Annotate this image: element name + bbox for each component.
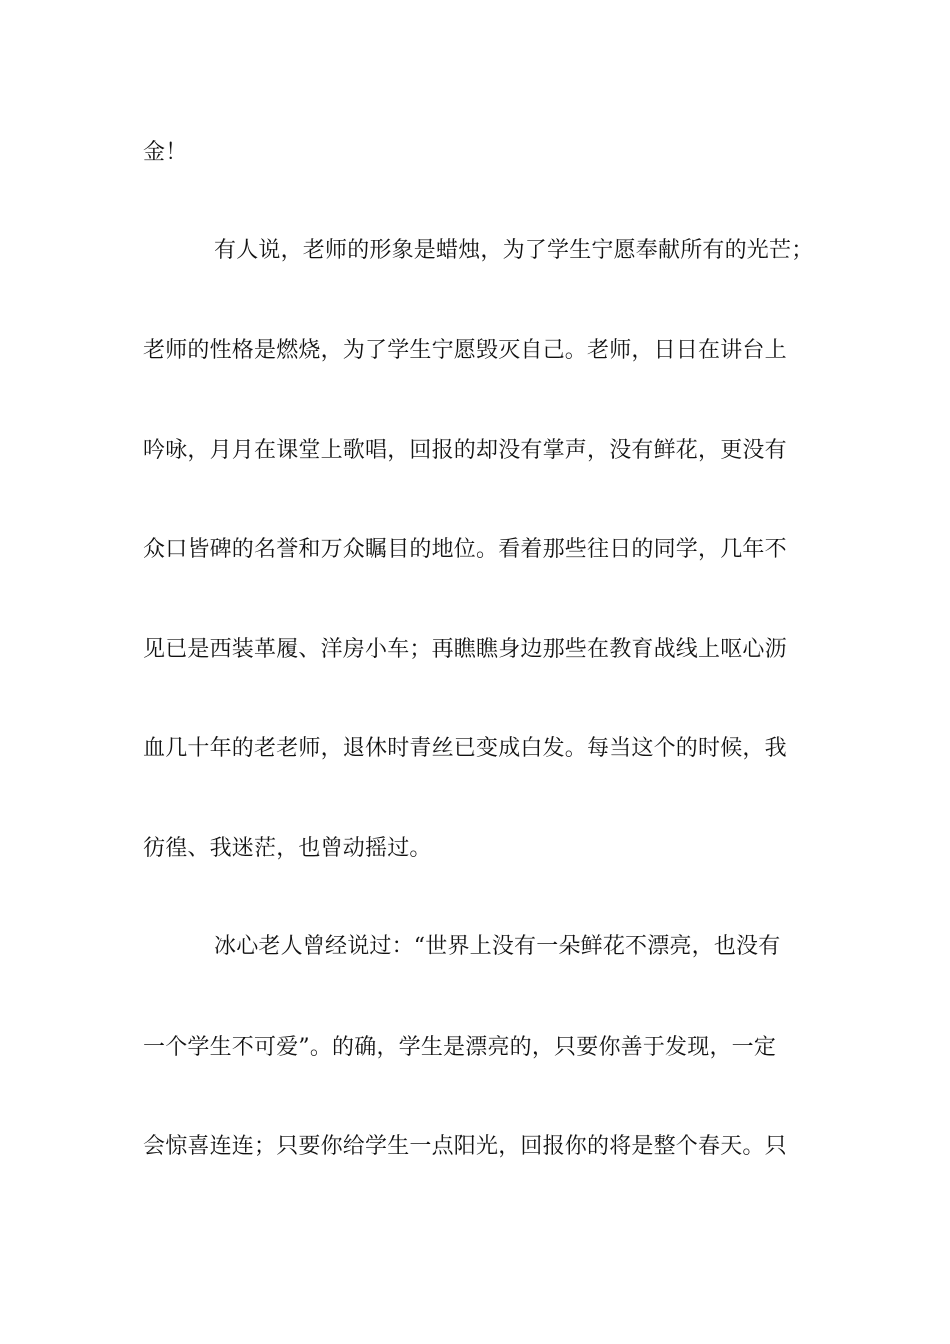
text-line: 血几十年的老老师，退休时青丝已变成白发。每当这个的时候，我 [143, 736, 787, 761]
text-line: 一个学生不可爱”。的确，学生是漂亮的，只要你善于发现，一定 [143, 1035, 777, 1060]
text-line: 金！ [143, 140, 188, 165]
text-line: 吟咏，月月在课堂上歌唱，回报的却没有掌声，没有鲜花，更没有 [143, 438, 787, 463]
text-line: 会惊喜连连；只要你给学生一点阳光，回报你的将是整个春天。只 [143, 1134, 787, 1159]
paragraph-start-line: 冰心老人曾经说过：“世界上没有一朵鲜花不漂亮，也没有 [214, 934, 781, 959]
text-line: 见已是西装革履、洋房小车；再瞧瞧身边那些在教育战线上呕心沥 [143, 637, 787, 662]
text-line: 老师的性格是燃烧，为了学生宁愿毁灭自己。老师，日日在讲台上 [143, 338, 787, 363]
text-line: 众口皆碑的名誉和万众瞩目的地位。看着那些往日的同学，几年不 [143, 537, 787, 562]
paragraph-start-line: 有人说，老师的形象是蜡烛，为了学生宁愿奉献所有的光芒； [214, 238, 814, 263]
text-line: 彷徨、我迷茫，也曾动摇过。 [143, 836, 432, 861]
